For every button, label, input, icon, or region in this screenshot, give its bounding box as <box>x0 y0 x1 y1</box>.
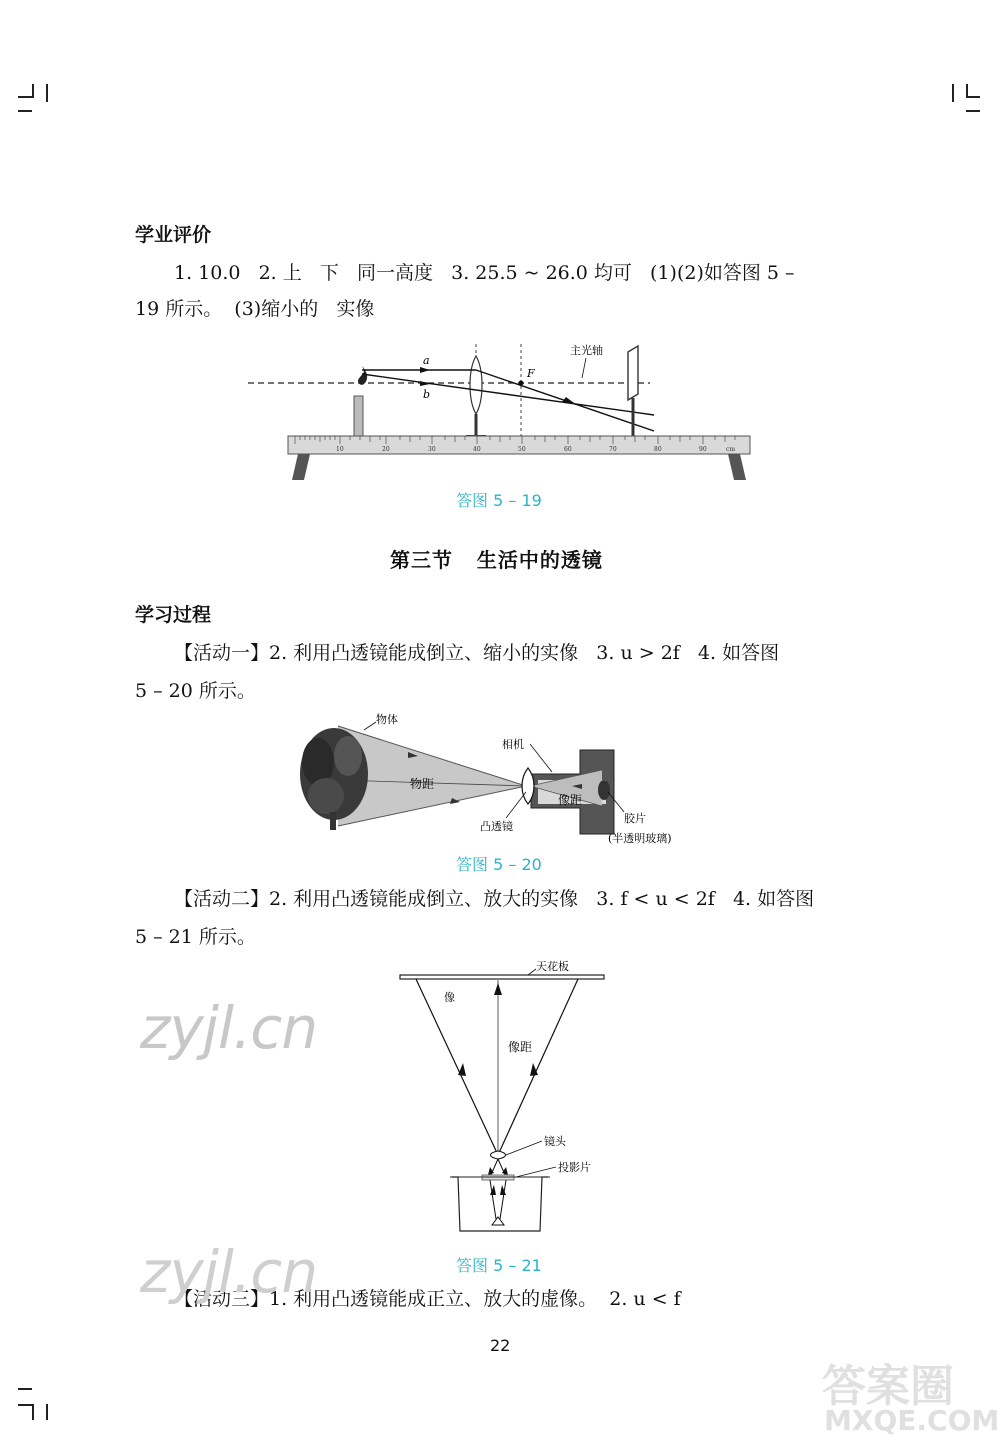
convex-lens <box>470 356 482 414</box>
label-convex-lens: 凸透镜 <box>480 820 513 833</box>
bench-leg-right <box>728 454 746 480</box>
watermark: zyjl.cn <box>140 994 318 1062</box>
ruler-tick-label: 40 <box>473 446 481 453</box>
light-source <box>492 1217 504 1225</box>
activity-2-line-2: 5 – 21 所示。 <box>135 926 256 948</box>
label-ceiling: 天花板 <box>536 960 569 973</box>
crop-mark <box>18 1404 32 1406</box>
label-object: 物体 <box>376 713 398 726</box>
figure-5-19 <box>240 340 760 485</box>
label-b: b <box>423 388 431 401</box>
label-F: F <box>527 367 535 380</box>
ray-b <box>362 374 654 415</box>
crop-mark <box>32 84 34 98</box>
ruler-tick-label: cm <box>726 446 736 453</box>
ceiling <box>400 975 604 979</box>
label-slide: 投影片 <box>558 1161 591 1174</box>
crop-mark <box>18 96 32 98</box>
ruler-tick-label: 60 <box>564 446 572 453</box>
page-number: 22 <box>490 1336 511 1355</box>
crop-mark <box>32 1404 34 1420</box>
figure-5-19-caption: 答图 5 – 19 <box>456 491 542 510</box>
crop-mark <box>952 84 954 102</box>
projector-lens <box>491 1151 506 1159</box>
ruler-tick-label: 70 <box>609 446 617 453</box>
label-camera: 相机 <box>502 738 524 751</box>
section-heading-evaluation: 学业评价 <box>135 224 212 246</box>
ray-left <box>416 979 498 1155</box>
figure-5-21-caption: 答图 5 – 21 <box>456 1256 542 1275</box>
label-main-axis: 主光轴 <box>570 344 603 357</box>
label-lens: 镜头 <box>544 1135 566 1148</box>
crop-mark <box>18 1388 32 1390</box>
ruler-tick-label: 10 <box>336 446 344 453</box>
crop-mark <box>966 110 980 112</box>
ruler-tick-label: 80 <box>654 446 662 453</box>
screen <box>628 346 638 400</box>
candle-body <box>354 396 363 436</box>
section-heading-process: 学习过程 <box>135 604 212 626</box>
eval-answer-line-2: 19 所示。 (3)缩小的 实像 <box>135 298 375 320</box>
ruler-tick-label: 20 <box>382 446 390 453</box>
figure-5-20 <box>290 712 720 852</box>
eval-answer-line-1: 1. 10.0 2. 上 下 同一高度 3. 25.5 ~ 26.0 均可 (1)(2)如答图 5 – <box>174 262 795 284</box>
label-image-distance: 像距 <box>558 793 583 807</box>
corner-logo: 答案圈 <box>822 1361 954 1412</box>
label-image-distance: 像距 <box>508 1040 533 1054</box>
label-film: 胶片 <box>624 812 646 825</box>
ruler-tick-label: 90 <box>699 446 707 453</box>
film-image <box>598 780 610 800</box>
activity-2-line-1: 【活动二】2. 利用凸透镜能成倒立、放大的实像 3. f < u < 2f 4. 如答图 <box>174 888 815 910</box>
figure-5-21 <box>390 955 620 1245</box>
crop-mark <box>966 96 980 98</box>
focus-point <box>519 381 524 386</box>
candle-flame <box>358 366 367 385</box>
activity-3-line-1: 【活动三】1. 利用凸透镜能成正立、放大的虚像。 2. u < f <box>174 1288 681 1310</box>
label-a: a <box>423 354 430 367</box>
watermark: zyjl.cn <box>140 1238 318 1306</box>
corner-url: MXQE.COM <box>824 1404 1000 1437</box>
ruler-tick-label: 50 <box>518 446 526 453</box>
ray-right <box>498 979 578 1155</box>
crop-mark <box>18 110 32 112</box>
section-title: 第三节 生活中的透镜 <box>390 548 603 572</box>
ruler-tick-label: 30 <box>428 446 436 453</box>
label-image: 像 <box>444 991 455 1004</box>
activity-1-line-2: 5 – 20 所示。 <box>135 680 256 702</box>
label-film-note: (半透明玻璃) <box>608 832 672 845</box>
activity-1-line-1: 【活动一】2. 利用凸透镜能成倒立、缩小的实像 3. u > 2f 4. 如答图 <box>174 642 780 664</box>
crop-mark <box>46 1404 48 1420</box>
bench-leg-left <box>292 454 310 480</box>
figure-5-20-caption: 答图 5 – 20 <box>456 855 542 874</box>
label-object-distance: 物距 <box>410 777 435 791</box>
crop-mark <box>46 84 48 102</box>
